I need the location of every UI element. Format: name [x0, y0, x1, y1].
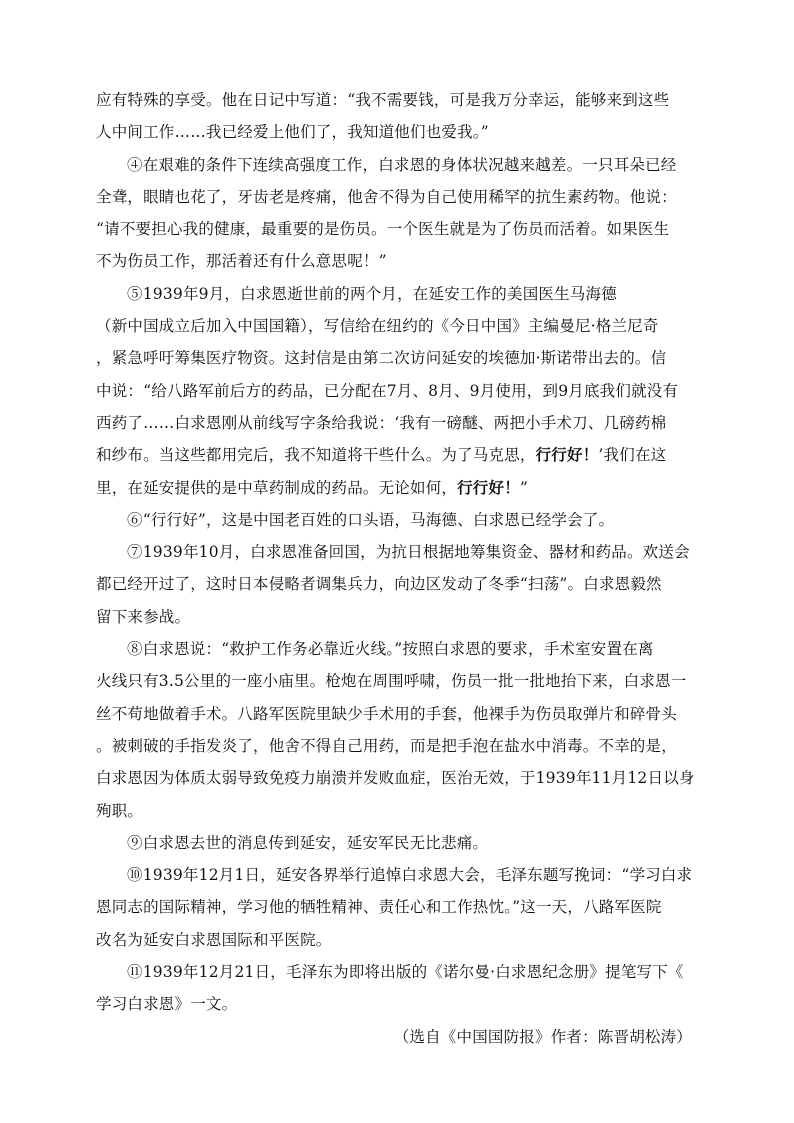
paragraph-line: ⑩1939年12月1日，延安各界举行追悼白求恩大会，毛泽东题写挽词：“学习白求: [127, 866, 693, 885]
paragraph-line: 全聋，眼睛也花了，牙齿老是疼痛，他舍不得为自己使用稀罕的抗生素药物。他说：: [96, 187, 677, 206]
paragraph-line: 改名为延安白求恩国际和平医院。: [96, 930, 332, 949]
paragraph-line: ④在艰难的条件下连续高强度工作，白求恩的身体状况越来越差。一只耳朵已经: [127, 155, 677, 174]
paragraph-line: ⑧白求恩说：“救护工作务必靠近火线。”按照白求恩的要求，手术室安置在离: [127, 640, 654, 659]
paragraph-line: 。被刺破的手指发炎了，他舍不得自己用药，而是把手泡在盐水中消毒。不幸的是，: [96, 736, 677, 755]
paragraph-line: 火线只有3.5公里的一座小庙里。枪炮在周围呼啸，伤员一批一批地抬下来，白求恩一: [96, 672, 687, 691]
paragraph-line: ⑤1939年9月，白求恩逝世前的两个月，在延安工作的美国医生马海德: [127, 284, 617, 303]
paragraph-line: 恩同志的国际精神，学习他的牺牲精神、责任心和工作热忱。”这一天，八路军医院: [96, 898, 662, 917]
paragraph-line: 殉职。: [96, 801, 144, 820]
paragraph-line: ⑪1939年12月21日，毛泽东为即将出版的《诺尔曼·白求恩纪念册》提笔写下《: [127, 963, 684, 982]
paragraph-line: ⑨白求恩去世的消息传到延安，延安军民无比悲痛。: [127, 833, 489, 852]
paragraph-line: 留下来参战。: [96, 607, 191, 626]
emphasis-text: 行行好！: [457, 477, 520, 497]
paragraph-line: “请不要担心我的健康，最重要的是伤员。一个医生就是为了伤员而活着。如果医生: [96, 220, 670, 239]
paragraph-line: ⑦1939年10月，白求恩准备回国，为抗日根据地筹集资金、器材和药品。欢送会: [127, 543, 690, 562]
paragraph-line: 应有特殊的享受。他在日记中写道：“我不需要钱，可是我万分幸运，能够来到这些: [96, 91, 670, 109]
paragraph-line: 都已经开过了，这时日本侵略者调集兵力，向边区发动了冬季“扫荡”。白求恩毅然: [96, 575, 662, 594]
paragraph-line: 西药了……白求恩刚从前线写字条给我说：‘我有一磅醚、两把小手术刀、几磅药棉: [96, 413, 667, 432]
paragraph-line: 人中间工作……我已经爱上他们了，我知道他们也爱我。”: [96, 123, 489, 142]
document-page: [96, 90, 702, 1059]
paragraph-line: 和纱布。当这些都用完后，我不知道将干些什么。为了马克思，行行好！’我们在这: [96, 445, 667, 465]
paragraph-line: 学习白求恩》一文。: [96, 995, 238, 1014]
paragraph-line: 不为伤员工作，那活着还有什么意思呢！”: [96, 252, 387, 271]
paragraph-line: 里，在延安提供的是中草药制成的药品。无论如何，行行好！”: [96, 477, 529, 497]
paragraph-line: ⑥“行行好”，这是中国老百姓的口头语，马海德、白求恩已经学会了。: [127, 510, 615, 529]
paragraph-line: ，紧急呼吁筹集医疗物资。这封信是由第二次访问延安的埃德加·斯诺带出去的。信: [96, 349, 667, 368]
paragraph-line: （新中国成立后加入中国国籍），写信给在纽约的《今日中国》主编曼尼·格兰尼奇: [96, 317, 659, 336]
paragraph-line: 中说：“给八路军前后方的药品，已分配在7月、8月、9月使用，到9月底我们就没有: [96, 381, 679, 400]
paragraph-line: 白求恩因为体质太弱导致免疫力崩溃并发败血症，医治无效，于1939年11月12日以身: [96, 769, 695, 788]
source-citation: （选自《中国国防报》作者：陈晋胡松涛）: [393, 1027, 692, 1046]
paragraph-line: 丝不苟地做着手术。八路军医院里缺少手术用的手套，他裸手为伤员取弹片和碎骨头: [96, 704, 677, 723]
emphasis-text: 行行好！: [535, 445, 599, 465]
